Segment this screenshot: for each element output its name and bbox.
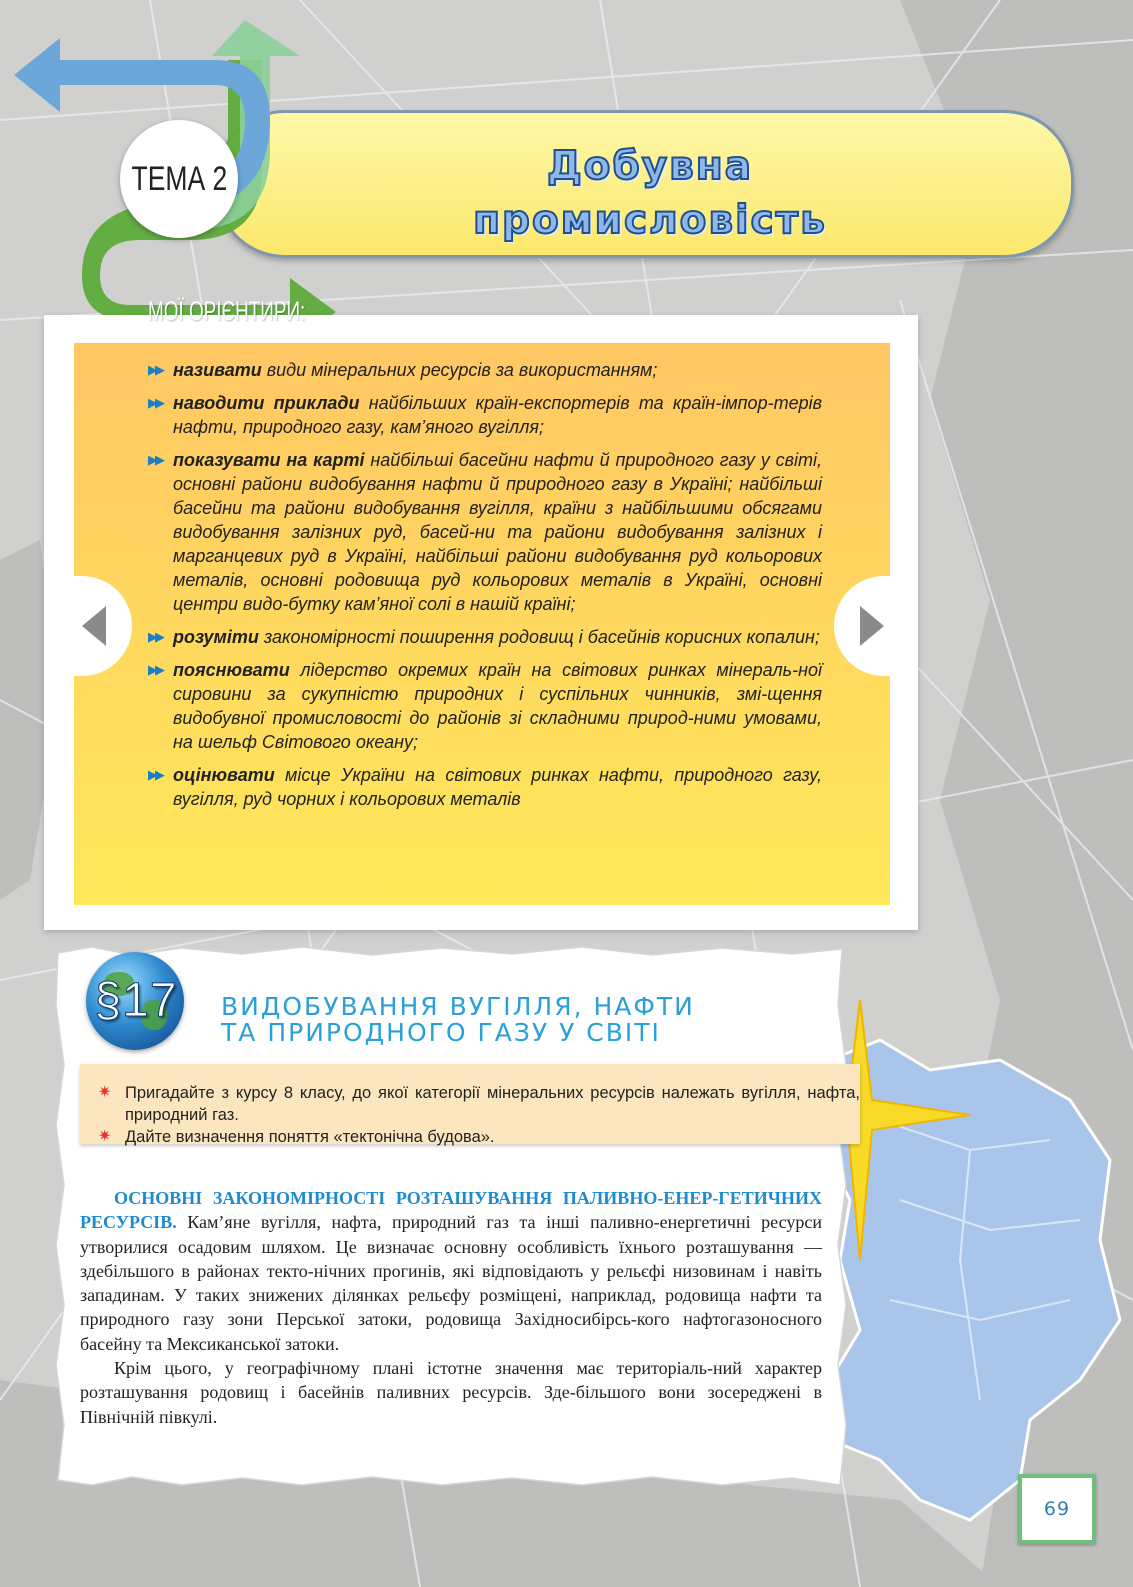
section-title-line2: ТА ПРИРОДНОГО ГАЗУ У СВІТІ [221,1018,661,1047]
objective-verb: пояснювати [173,660,290,680]
section-number: §17 [94,974,178,1027]
objective-verb: оцінювати [173,765,275,785]
section-title [221,994,781,1046]
objective-item [148,391,822,439]
chevron-right-icon [860,606,884,646]
asterisk-icon: ✷ [98,1128,112,1145]
recall-text: Дайте визначення поняття «тектонічна будова». [125,1128,495,1146]
topic-title [400,140,900,248]
page-number-box [1018,1474,1096,1544]
objective-verb: розуміти [173,627,259,647]
objective-item [148,658,822,754]
objective-text: лідерство окремих країн на світових ринках мінераль-ної сировини за сукупністю природних і суспільних чинників, змі-щення видобувної промисловості до районів зі складними природ-ними умовами, на шельф Світового океану; [173,660,822,752]
recall-text: Пригадайте з курсу 8 класу, до якої категорії мінеральних ресурсів належать вугілля, нафта, природний газ. [125,1084,860,1124]
paragraph [80,1186,822,1356]
objective-text: місце України на світових ринках нафти, природного газу, вугілля, руд чорних і кольорових металів [173,765,822,809]
orientation-heading: МОЇ ОРІЄНТИРИ: [148,296,306,326]
objective-item [148,763,822,811]
chevron-left-icon [82,606,106,646]
objective-item [148,625,822,649]
objective-text: найбільших країн-експортерів та країн-імпор-терів нафти, природного газу, кам’яного вугілля; [173,393,822,437]
page-number: 69 [1043,1498,1071,1520]
fast-forward-icon: ▶▶ [148,452,162,467]
section-title-line1: ВИДОБУВАННЯ ВУГІЛЛЯ, НАФТИ [221,992,695,1021]
fast-forward-icon: ▶▶ [148,629,162,644]
tema-label: ТЕМА 2 [131,159,227,198]
objective-verb: показувати на карті [173,450,365,470]
fast-forward-icon: ▶▶ [148,362,162,377]
fast-forward-icon: ▶▶ [148,395,162,410]
objective-text: закономірності поширення родовищ і басейнів корисних копалин; [258,627,820,647]
objective-text: види мінеральних ресурсів за використанням; [261,360,658,380]
body-text [80,1186,822,1429]
objective-verb: називати [173,360,262,380]
objectives-list [148,358,822,820]
topic-title-line1: Добувна [546,144,754,189]
asterisk-icon: ✷ [98,1084,112,1101]
paragraph-heading: ОСНОВНІ ЗАКОНОМІРНОСТІ РОЗТАШУВАННЯ ПАЛИВНО-ЕНЕР-ГЕТИЧНИХ РЕСУРСІВ. [80,1188,822,1233]
objective-item [148,448,822,616]
paragraph-text: Кам’яне вугілля, нафта, природний газ та інші паливно-енергетичні ресурси утворилися осадовим шляхом. Це визначає основну особливість їхнього розташування — здебільшого в районах текто-нічних прогинів, які відповідають у рельєфі низовинам і навіть западинам. У таких знижених ділянках рельєфу розміщені, наприклад, родовища нафти та природного газу зони Перської затоки, родовища Західносибірсь-кого нафтогазоносного басейну та Мексиканської затоки. [80,1212,822,1354]
tema-badge [120,120,238,238]
objective-verb: наводити приклади [173,393,360,413]
objective-text: найбільші басейни нафти й природного газу у світі, основні райони видобування нафти й природного газу в Україні; найбільші басейни та райони видобування вугілля, країни з найбільшими обсягами видобування залізних руд, басей-ни та райони видобування залізних і марганцевих руд в Україні, найбільші райони видобування руд кольорових металів, основні родовища руд кольорових металів в Україні, основні центри видо-бутку кам’яної солі в нашій країні; [173,450,822,614]
fast-forward-icon: ▶▶ [148,662,162,677]
paragraph: Крім цього, у географічному плані істотне значення має територіаль-ний характер розташування родовищ і басейнів паливних ресурсів. Зде-більшого вони зосереджені в Північній півкулі. [80,1358,822,1427]
topic-title-line2: промисловість [473,198,827,243]
recall-item [98,1082,860,1126]
fast-forward-icon: ▶▶ [148,767,162,782]
recall-item [98,1126,860,1148]
objective-item [148,358,822,382]
recall-list [98,1082,860,1148]
